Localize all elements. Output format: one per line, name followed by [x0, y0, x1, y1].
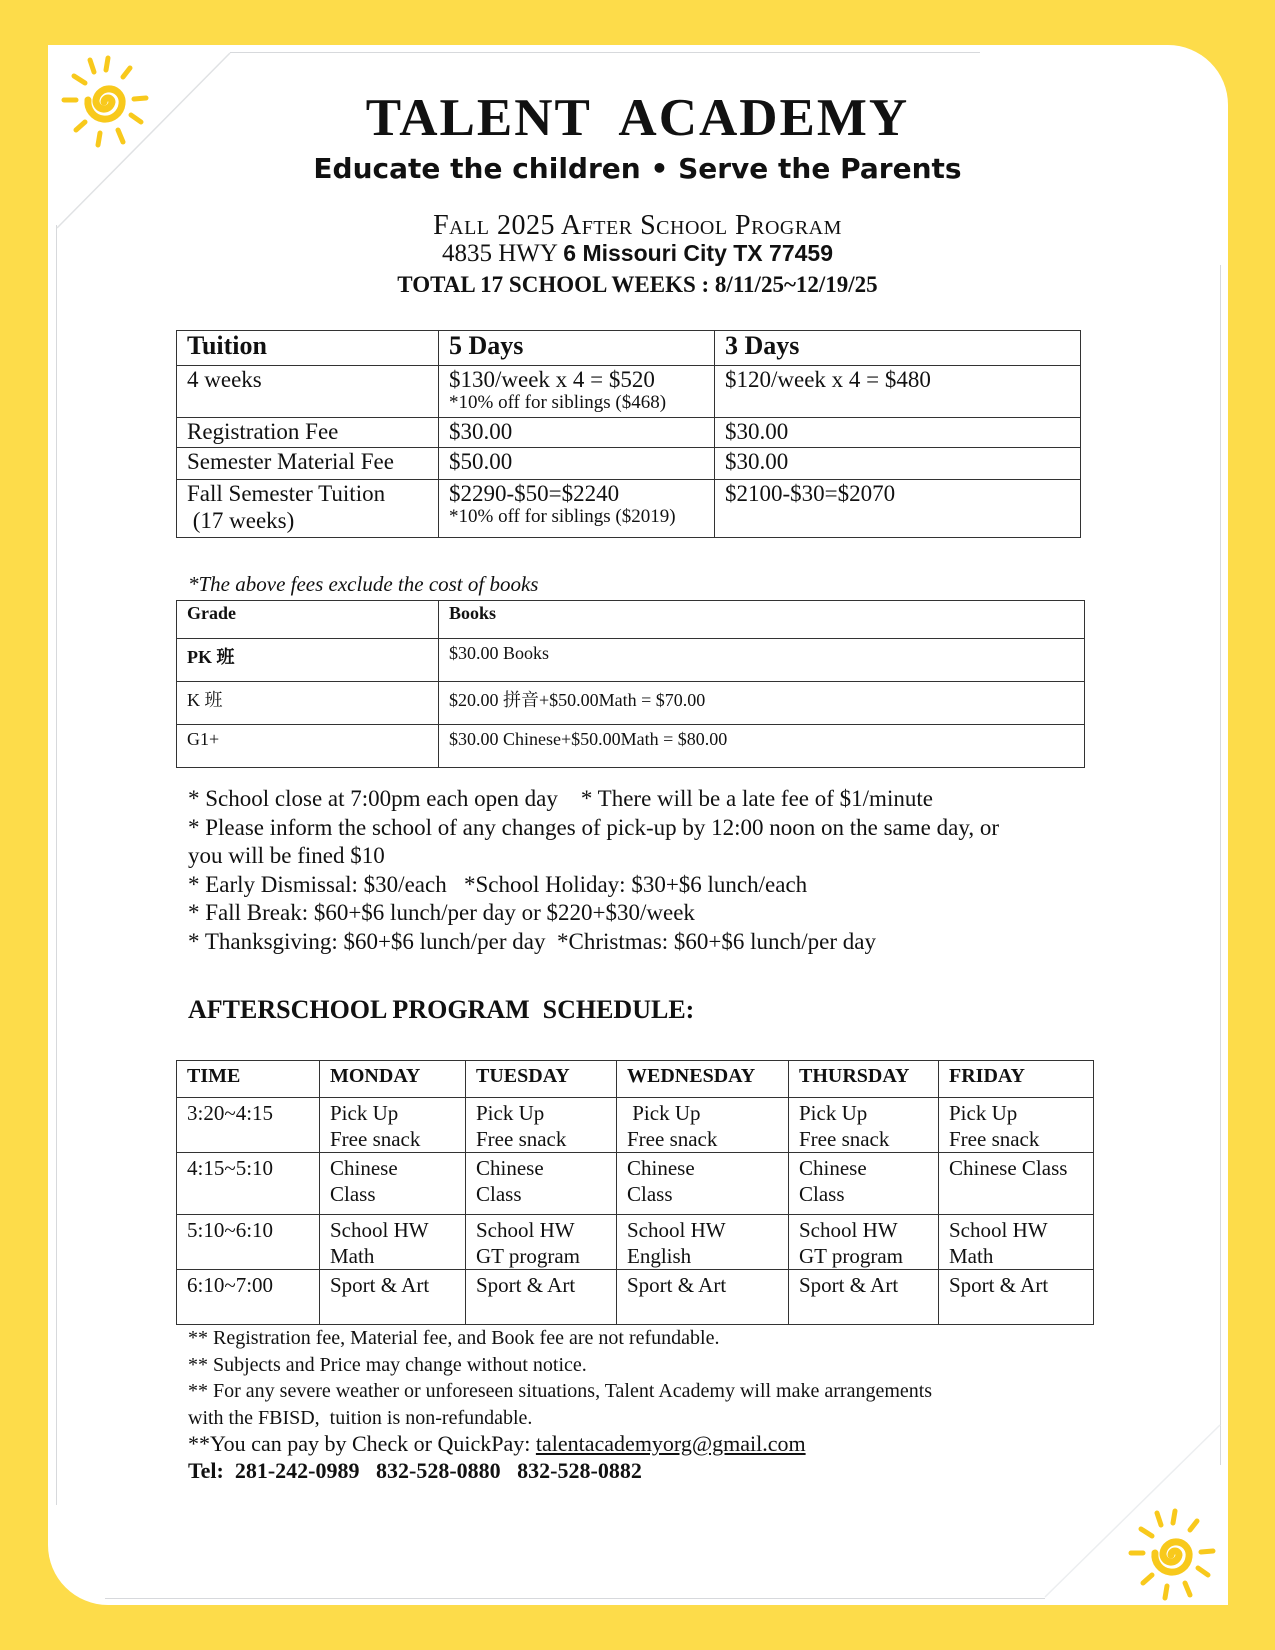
time-cell: 6:10~7:00: [177, 1270, 320, 1325]
activity-line: [476, 1298, 616, 1324]
activity-cell: [466, 1153, 617, 1215]
table-row: [177, 1098, 1094, 1153]
note-line: * Fall Break: $60+$6 lunch/per day or $220+$30/week: [188, 900, 695, 925]
activity-line: Pick Up: [627, 1101, 701, 1125]
activity-line: Class: [330, 1182, 376, 1206]
sun-icon: [1125, 1505, 1225, 1605]
column-header: WEDNESDAY: [617, 1061, 789, 1098]
grade-cell: G1+: [177, 725, 439, 768]
activity-line: [627, 1298, 788, 1324]
books-cell: $30.00 Chinese+$50.00Math = $80.00: [439, 725, 1085, 768]
books-cell: $20.00 拼音+$50.00Math = $70.00: [439, 682, 1085, 725]
activity-line: Sport & Art: [476, 1273, 576, 1297]
activity-cell: [320, 1153, 466, 1215]
activity-cell: [320, 1270, 466, 1325]
column-header: Tuition: [177, 331, 439, 366]
activity-cell: [789, 1098, 939, 1153]
activity-line: Free snack: [799, 1127, 890, 1151]
policy-notes: [188, 785, 999, 956]
table-row: [177, 448, 1081, 480]
row-label: 4 weeks: [177, 366, 439, 418]
activity-line: GT program: [799, 1244, 904, 1268]
activity-line: Free snack: [627, 1127, 718, 1151]
activity-cell: [466, 1098, 617, 1153]
program-name: Fall 2025 After School Program: [433, 210, 842, 241]
footer-note: ** Registration fee, Material fee, and Book fee are not refundable.: [188, 1327, 720, 1349]
time-cell: 5:10~6:10: [177, 1215, 320, 1270]
activity-line: School HW: [799, 1218, 898, 1242]
books-note: *The above fees exclude the cost of books: [188, 572, 539, 596]
activity-line: Chinese: [476, 1156, 544, 1180]
books-table: [176, 600, 1085, 768]
activity-line: [949, 1298, 1093, 1324]
activity-line: Pick Up: [949, 1101, 1018, 1125]
three-days-cell: $2100-$30=$2070: [715, 480, 1081, 538]
time-cell: 4:15~5:10: [177, 1153, 320, 1215]
activity-line: Chinese Class: [949, 1156, 1068, 1180]
activity-line: [799, 1298, 938, 1324]
column-header: THURSDAY: [789, 1061, 939, 1098]
five-days-cell: $50.00: [439, 448, 715, 480]
schedule-title: AFTERSCHOOL PROGRAM SCHEDULE:: [188, 995, 695, 1024]
activity-cell: [320, 1098, 466, 1153]
note-line: * Please inform the school of any changes of pick-up by 12:00 noon on the same day, or: [188, 814, 999, 840]
table-row: [177, 639, 1085, 682]
note-line: * Early Dismissal: $30/each *School Holiday: $30+$6 lunch/each: [188, 871, 808, 897]
activity-cell: [789, 1153, 939, 1215]
activity-cell: [789, 1270, 939, 1325]
table-row: [177, 1153, 1094, 1215]
activity-line: Sport & Art: [330, 1273, 430, 1297]
row-label: Semester Material Fee: [177, 448, 439, 480]
grade-cell: PK 班: [177, 639, 439, 682]
three-days-cell: $30.00: [715, 418, 1081, 448]
footer-note: ** Subjects and Price may change without notice.: [188, 1353, 587, 1376]
column-header: 5 Days: [439, 331, 715, 366]
phone-numbers: Tel: 281-242-0989 832-528-0880 832-528-0882: [188, 1457, 642, 1483]
column-header: MONDAY: [320, 1061, 466, 1098]
note-line: * Thanksgiving: $60+$6 lunch/per day *Christmas: $60+$6 lunch/per day: [188, 928, 876, 954]
column-header: TIME: [177, 1061, 320, 1098]
activity-line: Math: [330, 1244, 375, 1268]
activity-line: [949, 1181, 1093, 1207]
activity-cell: [617, 1270, 789, 1325]
five-days-cell: $30.00: [439, 418, 715, 448]
table-row: [177, 418, 1081, 448]
activity-cell: [617, 1098, 789, 1153]
table-row: [177, 480, 1081, 538]
activity-line: Math: [949, 1244, 994, 1268]
activity-cell: [789, 1215, 939, 1270]
activity-line: Free snack: [949, 1127, 1040, 1151]
activity-line: Chinese: [627, 1156, 695, 1180]
note-line: you will be fined $10: [188, 843, 385, 868]
row-label: Registration Fee: [177, 418, 439, 448]
page-title: TALENT ACADEMY: [365, 89, 910, 147]
activity-line: Chinese: [799, 1156, 867, 1180]
activity-line: Pick Up: [799, 1101, 868, 1125]
activity-line: Chinese: [330, 1156, 398, 1180]
activity-cell: [939, 1098, 1094, 1153]
books-cell: $30.00 Books: [439, 639, 1085, 682]
tuition-table: [176, 330, 1081, 538]
price: $130/week x 4 = $520: [449, 367, 655, 392]
five-days-cell: [439, 366, 715, 418]
label-main: Fall Semester Tuition: [187, 481, 386, 506]
table-row: [177, 682, 1085, 725]
address-rest: 6 Missouri City TX 77459: [563, 240, 833, 266]
label-note: (17 weeks): [187, 508, 295, 533]
table-header-row: [177, 1061, 1094, 1098]
activity-line: Pick Up: [476, 1101, 545, 1125]
activity-line: English: [627, 1244, 692, 1268]
activity-line: School HW: [330, 1218, 429, 1242]
activity-cell: [466, 1215, 617, 1270]
activity-line: [330, 1298, 465, 1324]
footer-notes: [188, 1325, 932, 1484]
activity-cell: [939, 1153, 1094, 1215]
activity-line: Pick Up: [330, 1101, 399, 1125]
sibling-discount: *10% off for siblings ($468): [449, 392, 667, 413]
activity-line: Sport & Art: [799, 1273, 899, 1297]
activity-cell: [939, 1270, 1094, 1325]
activity-line: School HW: [627, 1218, 726, 1242]
price: $2290-$50=$2240: [449, 481, 620, 506]
table-header-row: [177, 601, 1085, 639]
sibling-discount: *10% off for siblings ($2019): [449, 506, 676, 527]
schedule-table: [176, 1060, 1094, 1325]
activity-line: Free snack: [330, 1127, 421, 1151]
activity-cell: [466, 1270, 617, 1325]
activity-line: School HW: [949, 1218, 1048, 1242]
three-days-cell: $30.00: [715, 448, 1081, 480]
activity-line: Sport & Art: [627, 1273, 727, 1297]
activity-line: GT program: [476, 1244, 581, 1268]
row-label: [177, 480, 439, 538]
activity-cell: [939, 1215, 1094, 1270]
table-row: [177, 1215, 1094, 1270]
column-header: Grade: [177, 601, 439, 639]
column-header: Books: [439, 601, 1085, 639]
five-days-cell: [439, 480, 715, 538]
activity-cell: [617, 1153, 789, 1215]
activity-cell: [617, 1215, 789, 1270]
note-line: * School close at 7:00pm each open day * There will be a late fee of $1/minute: [188, 786, 933, 811]
activity-line: Class: [627, 1182, 673, 1206]
address-prefix: 4835 HWY: [441, 240, 558, 267]
three-days-cell: $120/week x 4 = $480: [715, 366, 1081, 418]
footer-note: ** For any severe weather or unforeseen situations, Talent Academy will make arrangements: [188, 1380, 933, 1402]
column-header: TUESDAY: [466, 1061, 617, 1098]
tagline: Educate the children • Serve the Parents: [313, 152, 962, 185]
activity-line: Sport & Art: [949, 1273, 1049, 1297]
email-link[interactable]: talentacademyorg@gmail.com: [535, 1431, 806, 1456]
table-row: [177, 366, 1081, 418]
table-row: [177, 1270, 1094, 1325]
activity-line: Free snack: [476, 1127, 567, 1151]
column-header: FRIDAY: [939, 1061, 1094, 1098]
activity-line: Class: [476, 1182, 522, 1206]
payment-line: [188, 1431, 932, 1458]
activity-line: School HW: [476, 1218, 575, 1242]
activity-line: Class: [799, 1182, 845, 1206]
table-row: [177, 725, 1085, 768]
column-header: 3 Days: [715, 331, 1081, 366]
payment-text: **You can pay by Check or QuickPay:: [188, 1431, 536, 1456]
footer-note: with the FBISD, tuition is non-refundable.: [188, 1406, 533, 1429]
school-weeks: TOTAL 17 SCHOOL WEEKS : 8/11/25~12/19/25: [397, 272, 878, 297]
time-cell: 3:20~4:15: [177, 1098, 320, 1153]
address: [0, 240, 1275, 268]
activity-cell: [320, 1215, 466, 1270]
grade-cell: K 班: [177, 682, 439, 725]
table-header-row: [177, 331, 1081, 366]
